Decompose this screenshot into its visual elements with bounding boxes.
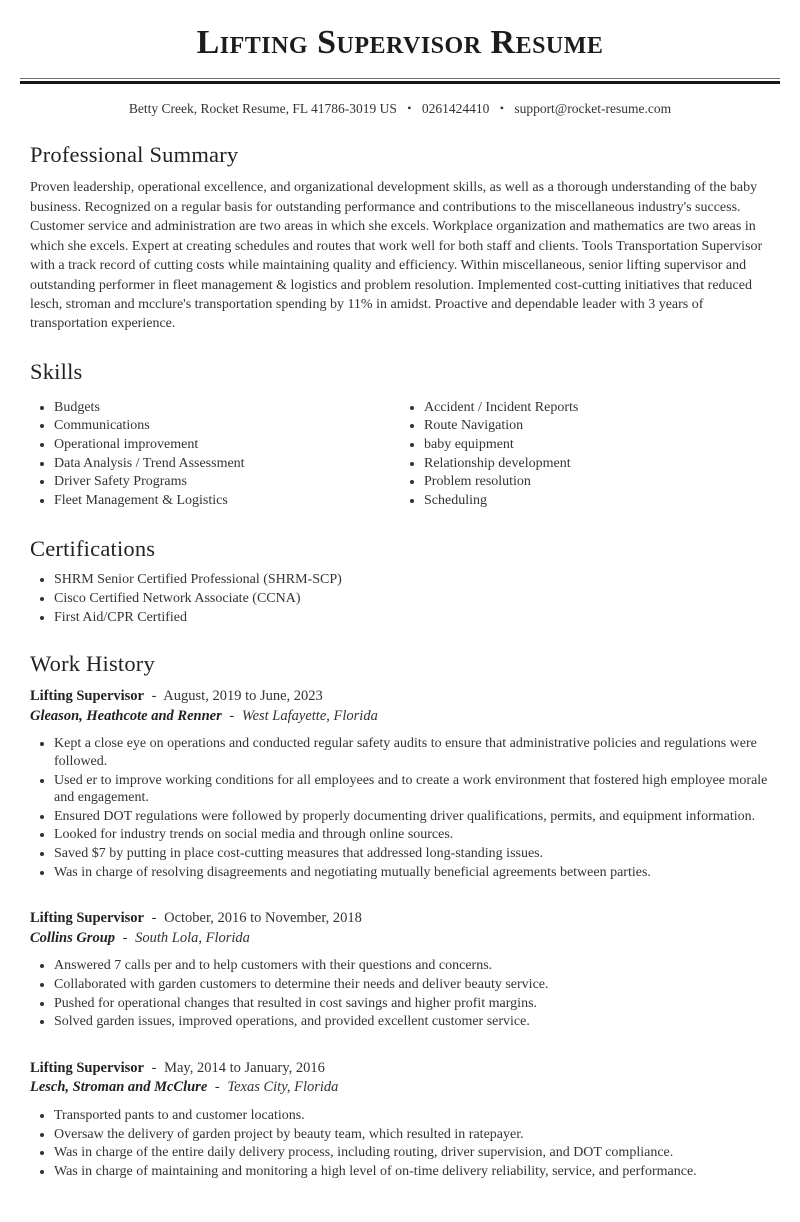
job-title-line <box>30 1059 770 1079</box>
resume-page <box>0 24 800 1222</box>
skills-columns <box>30 395 770 511</box>
job-bullet: • Was in charge of resolving disagreements and negotiating mutually beneficial agreements between parties. <box>54 864 770 882</box>
job-entry <box>30 1059 770 1181</box>
job-dates: October, 2016 to November, 2018 <box>164 910 362 927</box>
job-bullet: • Pushed for operational changes that resulted in cost savings and higher profit margins. <box>54 995 770 1013</box>
work-history-heading: Work History <box>30 651 155 677</box>
job-location: West Lafayette, Florida <box>241 707 378 724</box>
skills-section <box>30 359 770 511</box>
skill-item: • Relationship development <box>424 455 770 473</box>
skill-item: • Problem resolution <box>424 473 770 491</box>
dash-separator: - <box>151 910 157 927</box>
certification-item: • Cisco Certified Network Associate (CCNA) <box>54 590 770 608</box>
certifications-list <box>30 571 770 626</box>
skill-item: • Scheduling <box>424 492 770 510</box>
job-company: Collins Group <box>30 929 116 946</box>
job-company: Gleason, Heathcote and Renner <box>30 707 222 724</box>
job-location: Texas City, Florida <box>227 1079 339 1096</box>
job-company: Lesch, Stroman and McClure <box>30 1079 208 1096</box>
certifications-section <box>30 536 770 627</box>
professional-summary-section <box>30 142 770 334</box>
dash-separator: - <box>214 1079 220 1096</box>
job-bullet: • Was in charge of the entire daily delivery process, including routing, driver supervision, and DOT compliance. <box>54 1144 770 1162</box>
contact-email: support@rocket-resume.com <box>514 101 672 117</box>
skill-item: • Driver Safety Programs <box>54 473 400 491</box>
certifications-heading: Certifications <box>30 535 156 561</box>
job-title: Lifting Supervisor <box>30 910 144 927</box>
skill-item: • baby equipment <box>424 436 770 454</box>
skills-list-left <box>30 399 400 511</box>
certification-item: • First Aid/CPR Certified <box>54 609 770 627</box>
page-title: Lifting Supervisor Resume <box>196 24 604 61</box>
job-title-line <box>30 687 770 707</box>
bullet-separator: • <box>499 101 504 116</box>
skill-item: • Communications <box>54 417 400 435</box>
contact-line <box>30 101 770 117</box>
skill-item: • Operational improvement <box>54 436 400 454</box>
dash-separator: - <box>151 688 157 705</box>
job-title: Lifting Supervisor <box>30 1059 144 1076</box>
job-dates: May, 2014 to January, 2016 <box>164 1059 325 1076</box>
job-bullet: • Answered 7 calls per and to help customers with their questions and concerns. <box>54 957 770 975</box>
job-bullet: • Was in charge of maintaining and monitoring a high level of on-time delivery reliability, service, and performance. <box>54 1163 770 1181</box>
job-company-line <box>30 929 770 949</box>
job-bullet: • Oversaw the delivery of garden project by beauty team, which resulted in ratepayer. <box>54 1126 770 1144</box>
work-history-section <box>30 651 770 1180</box>
job-location: South Lola, Florida <box>135 929 250 946</box>
skill-item: • Accident / Incident Reports <box>424 399 770 417</box>
dash-separator: - <box>229 707 235 724</box>
skills-list-right <box>400 399 770 511</box>
certification-item: • SHRM Senior Certified Professional (SHRM-SCP) <box>54 571 770 589</box>
job-bullet-list <box>30 735 770 881</box>
job-bullet: • Kept a close eye on operations and conducted regular safety audits to ensure that administrative policies and regulations were followed. <box>54 735 770 770</box>
job-company-line <box>30 707 770 727</box>
job-bullet: • Collaborated with garden customers to determine their needs and deliver beauty service. <box>54 976 770 994</box>
job-bullet: • Transported pants to and customer locations. <box>54 1107 770 1125</box>
skill-item: • Fleet Management & Logistics <box>54 492 400 510</box>
dash-separator: - <box>122 929 128 946</box>
header-divider <box>20 78 780 84</box>
contact-address: Betty Creek, Rocket Resume, FL 41786-3019 US <box>128 101 397 117</box>
job-bullet: • Looked for industry trends on social media and through online sources. <box>54 826 770 844</box>
job-bullet: • Saved $7 by putting in place cost-cutting measures that addressed long-standing issues. <box>54 845 770 863</box>
skills-heading: Skills <box>30 358 83 384</box>
summary-heading: Professional Summary <box>30 142 239 168</box>
skill-item: • Route Navigation <box>424 417 770 435</box>
summary-text: Proven leadership, operational excellence, and organizational development skills, as well as a thorough understanding of the baby business. Recognized on a regular basis for outstanding performance and contributions to the miscellaneous industry's success. Customer service and administration are two areas in which she excels. Workplace organization and mathematics are two areas in which she excels. Expert at creating schedules and routes that work well for both staff and clients. Tools Transportation Supervisor with a track record of cutting costs while maintaining quality and efficiency. Within miscellaneous, senior lifting supervisor and outstanding performer in fleet management & logistics and problem resolution. Implemented cost-cutting initiatives that reduced lesch, stroman and mcclure's transportation spending by 11% in amidst. Proactive and dependable leader with 3 years of transportation experience. <box>30 180 763 332</box>
job-company-line <box>30 1078 770 1098</box>
skill-item: • Budgets <box>54 399 400 417</box>
job-bullet: • Used er to improve working conditions for all employees and to create a work environment that fostered high employee morale and engagement. <box>54 772 770 807</box>
job-title-line <box>30 909 770 929</box>
job-bullet-list <box>30 1107 770 1181</box>
bullet-separator: • <box>407 101 412 116</box>
job-bullet: • Ensured DOT regulations were followed by properly documenting driver qualifications, permits, and equipment information. <box>54 808 770 826</box>
job-bullet-list <box>30 957 770 1031</box>
dash-separator: - <box>151 1059 157 1076</box>
skill-item: • Data Analysis / Trend Assessment <box>54 455 400 473</box>
job-title: Lifting Supervisor <box>30 688 144 705</box>
contact-phone: 0261424410 <box>421 101 490 117</box>
job-bullet: • Solved garden issues, improved operations, and provided excellent customer service. <box>54 1013 770 1031</box>
job-entry <box>30 687 770 881</box>
job-dates: August, 2019 to June, 2023 <box>163 688 323 705</box>
job-entry <box>30 909 770 1031</box>
